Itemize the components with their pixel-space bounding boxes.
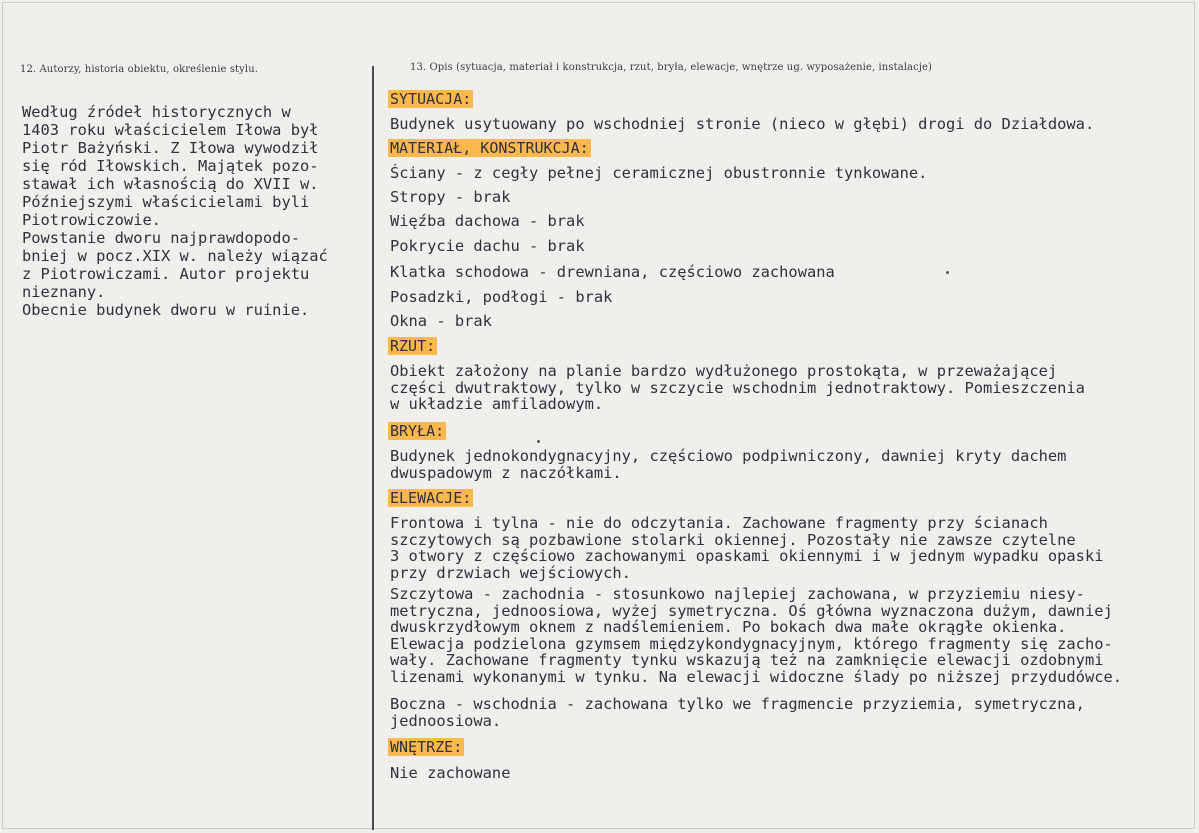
elewacje-boczna-text: Boczna - wschodnia - zachowana tylko we fragmencie przyziemia, symetryczna, jednoosiowa.: [390, 695, 1085, 730]
history-paragraph-3: Obecnie budynek dworu w ruinie.: [22, 301, 310, 319]
field-13-header: 13. Opis (sytuacja, materiał i konstrukcja, rzut, bryła, elewacje, wnętrze ug. wyposażenie, instalacje): [410, 62, 933, 73]
rzut-text: Obiekt założony na planie bardzo wydłużonego prostokąta, w przeważającej części dwutraktowy, tylko w szczycie wschodnim jednotraktowy. Pomieszczenia w układzie amfiladowym.: [390, 362, 1085, 413]
history-paragraph-1: Według źródeł historycznych w 1403 roku właścicielem Iłowa był Piotr Bażyński. Z Iłowa wywodził się ród Iłowskich. Majątek pozo- stawał ich własnością do XVII w. Późniejszymi właścicielami byli Piotrowiczowie.: [22, 103, 319, 229]
history-column: [22, 103, 362, 319]
section-heading-wnetrze: WNĘTRZE:: [390, 738, 463, 756]
section-heading-rzut: RZUT:: [390, 337, 436, 355]
field-12-header: 12. Autorzy, historia obiektu, określenie stylu.: [20, 64, 259, 75]
material-item: Ściany - z cegły pełnej ceramicznej obustronnie tynkowane.: [390, 164, 928, 182]
ink-dot: [537, 440, 540, 443]
section-heading-material: MATERIAŁ, KONSTRUKCJA:: [390, 139, 589, 157]
material-item: Klatka schodowa - drewniana, częściowo zachowana: [390, 263, 835, 281]
material-item: Więźba dachowa - brak: [390, 212, 585, 230]
section-heading-sytuacja: SYTUACJA:: [390, 90, 472, 108]
ink-dot: [946, 271, 949, 274]
bryla-text: Budynek jednokondygnacyjny, częściowo podpiwniczony, dawniej kryty dachem dwuspadowym z naczółkami.: [390, 447, 1067, 482]
elewacje-szczytowa-text: Szczytowa - zachodnia - stosunkowo najlepiej zachowana, w przyziemiu niesy- metryczna, jednoosiowa, wyżej symetryczna. Oś główna wyznaczona dużym, dawniej dwuskrzydłowym oknem z nadślemieniem. Po bokach dwa małe okrągłe okienka. Elewacja podzielona gzymsem międzykondygnacyjnym, którego fragmenty się zacho- wały. Zachowane fragmenty tynku wskazują też na zamknięcie elewacji ozdobnymi lizenami wykonanymi w tynku. Na elewacji widoczne ślady po niższej przydudówce.: [390, 585, 1123, 686]
sytuacja-text: Budynek usytuowany po wschodniej stronie (nieco w głębi) drogi do Działdowa.: [390, 115, 1095, 133]
section-heading-bryla: BRYŁA:: [390, 422, 445, 440]
material-item: Pokrycie dachu - brak: [390, 237, 585, 255]
column-divider: [372, 66, 374, 830]
wnetrze-text: Nie zachowane: [390, 764, 511, 782]
material-item: Posadzki, podłogi - brak: [390, 288, 613, 306]
history-paragraph-2: Powstanie dworu najprawdopodo- bniej w pocz.XIX w. należy wiązać z Piotrowiczami. Autor projektu nieznany.: [22, 229, 328, 301]
section-heading-elewacje: ELEWACJE:: [390, 489, 472, 507]
material-item: Okna - brak: [390, 312, 492, 330]
material-item: Stropy - brak: [390, 188, 511, 206]
elewacje-frontowa-text: Frontowa i tylna - nie do odczytania. Zachowane fragmenty przy ścianach szczytowych są pozbawione stolarki okiennej. Pozostały nie zawsze czytelne 3 otwory z częściowo zachowanymi opaskami okiennymi i w jednym wypadku opaski przy drzwiach wejściowych.: [390, 514, 1104, 582]
